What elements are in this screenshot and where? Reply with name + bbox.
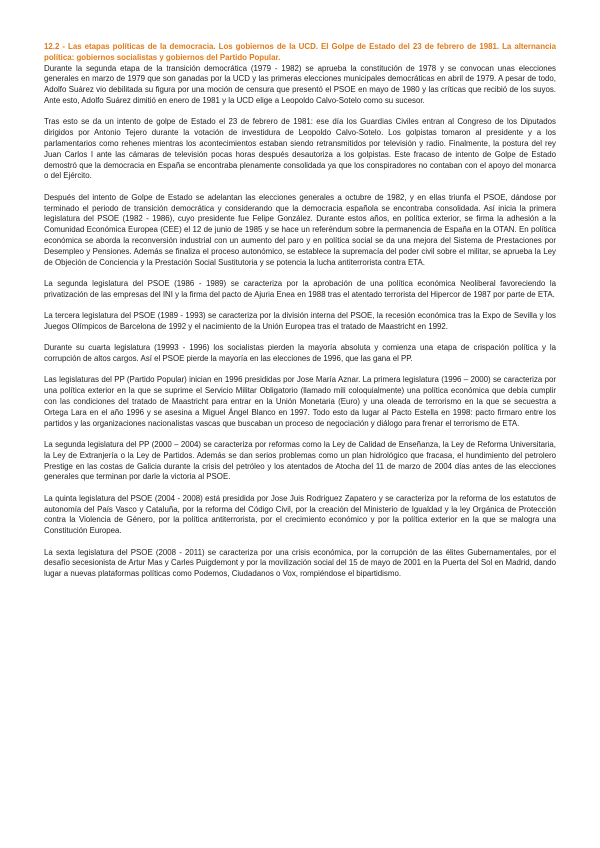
paragraph-psoe-sixth-term: La sexta legislatura del PSOE (2008 - 2011) se caracteriza por una crisis económica, por la corrupción de las élites Gubernamentales, por el desafío secesionista de Artur Mas y Carles Puigdemont y por la movilización social del 15 de mayo de 2001 en la Puerta del Sol en Madrid, dando lugar a nuevas plataformas políticas como Podemos, Ciudadanos o Vox, rompiéndose el bipartidismo. xyxy=(44,547,556,579)
paragraph-psoe-second-term: La segunda legislatura del PSOE (1986 - 1989) se caracteriza por la aprobación de una política económica Neoliberal favoreciendo la privatización de las empresas del INI y la firma del pacto de Ajuria Enea en 1988 tras el atentado terrorista del Hipercor de 1987 por parte de ETA. xyxy=(44,278,556,299)
paragraph-psoe-fourth-term: Durante su cuarta legislatura (19993 - 1996) los socialistas pierden la mayoría absoluta y comienza una etapa de crispación política y la corrupción de altos cargos. Así el PSOE pierde la mayoría en las elecciones de 1996, que las gana el PP. xyxy=(44,343,556,364)
section-heading: 12.2 - Las etapas políticas de la democracia. Los gobiernos de la UCD. El Golpe de Estado del 23 de febrero de 1981. La alternancia política: gobiernos socialistas y gobiernos del Partido Popular. xyxy=(44,42,556,62)
paragraph-pp-first-term: Las legislaturas del PP (Partido Popular) inician en 1996 presididas por Jose María Aznar. La primera legislatura (1996 – 2000) se caracteriza por una política exterior en la que se suprime el Servicio Militar Obligatorio (llamado mili coloquialmente) una política económica que debía cumplir con las condiciones del tratado de Maastricht para entrar en la Unión Monetaria (Euro) y una oleada de terrorismo en la que se secuestra a Ortega Lara en el año 1996 y se asesina a Miguel Ángel Blanco en 1997. Todo esto da lugar al Pacto Estella en 1998: pacto firmaro entre los partidos y las organizaciones nacionalistas vascas que buscaban un proceso de negociación y diálogo para frenar el terrorismo de ETA. xyxy=(44,375,556,428)
paragraph-psoe-fifth-term: La quinta legislatura del PSOE (2004 - 2008) está presidida por Jose Juis Rodriguez Zapatero y se caracteriza por la reforma de los estatutos de autonomía del País Vasco y Cataluña, por la reforma del Código Civil, por la creación del Ministerio de Igualdad y la ley Orgánica de Protección contra la Violencia de Género, por la política antiterrorista, por el crecimiento económico y por la política exterior en la que se malogra una Constitución Europea. xyxy=(44,493,556,536)
paragraph-psoe-first-term: Después del intento de Golpe de Estado se adelantan las elecciones generales a octubre de 1982, y en ellas triunfa el PSOE, dándose por terminado el periodo de transición democrática y considerando que la democracia española se encontraba consolidada. Así inicia la primera legislatura del PSOE (1982 - 1986), cuyo presidente fue Felipe González. Durante estos años, en política exterior, se firma la adhesión a la Comunidad Económica Europea (CEE) el 12 de junio de 1985 y se hace un referéndum sobre la permanencia de España en la OTAN. En política económica se aborda la reconversión industrial con un aumento del paro y en política social se da una mejora del Sistema de Prestaciones por Desempleo y Pensiones. Además se finaliza el proceso autonómico, se establece la supremacía del poder civil sobre el militar, se aprueba la Ley de Objeción de Conciencia y la Prestación Social Sustitutoria y se potencia la lucha antiterrorista contra ETA. xyxy=(44,192,556,267)
paragraph-psoe-third-term: La tercera legislatura del PSOE (1989 - 1993) se caracteriza por la división interna del PSOE, la recesión económica tras la Expo de Sevilla y los Juegos Olímpicos de Barcelona de 1992 y el nacimiento de la Unión Europea tras el tratado de Maastricht en 1992. xyxy=(44,311,556,331)
paragraph-pp-second-term: La segunda legislatura del PP (2000 – 2004) se caracteriza por reformas como la Ley de Calidad de Enseñanza, la Ley de Reforma Universitaria, la Ley de Extranjería o la Ley de Partidos. Además se dan serios problemas como un plan hidrológico que fracasa, el hundimiento del petrolero Prestige en las costas de Galicia durante la crisis del petróleo y los atentados de Atocha del 11 de marzo de 2004 días antes de las elecciones generales que terminan por darle la victoria al PSOE. xyxy=(44,440,556,482)
paragraph-transition: Durante la segunda etapa de la transición democrática (1979 - 1982) se aprueba la constitución de 1978 y se convocan unas elecciones generales en marzo de 1979 que son ganadas por la UCD y las primeras elecciones municipales democráticas en abril de 1979. A pesar de todo, Adolfo Suárez vio debilitada su figura por una moción de censura que presentó el PSOE en mayo de 1980 y las críticas que recibió de los suyos. Ante esto, Adolfo Suárez dimitió en enero de 1981 y la UCD elige a Leopoldo Calvo-Sotelo como su sucesor. xyxy=(44,63,556,105)
paragraph-coup-attempt: Tras esto se da un intento de golpe de Estado el 23 de febrero de 1981: ese día los Guardias Civiles entran al Congreso de los Diputados dirigidos por Antonio Tejero durante la votación de investidura de Leopoldo Calvo-Sotelo. Los golpistas tomaron al presidente y a los parlamentarios como rehenes mientras los acontecimientos estaban siendo retransmitidos por televisión y radio. Finalmente, la postura del rey Juan Carlos I ante las cámaras de televisión pocas horas después desautoriza a los golpistas. Este fracaso de intento de Golpe de Estado demostró que la democracia en España se encontraba plenamente consolidada ya que los conspiradores no contaban con el apoyo del monarca o del Ejército. xyxy=(44,117,556,181)
